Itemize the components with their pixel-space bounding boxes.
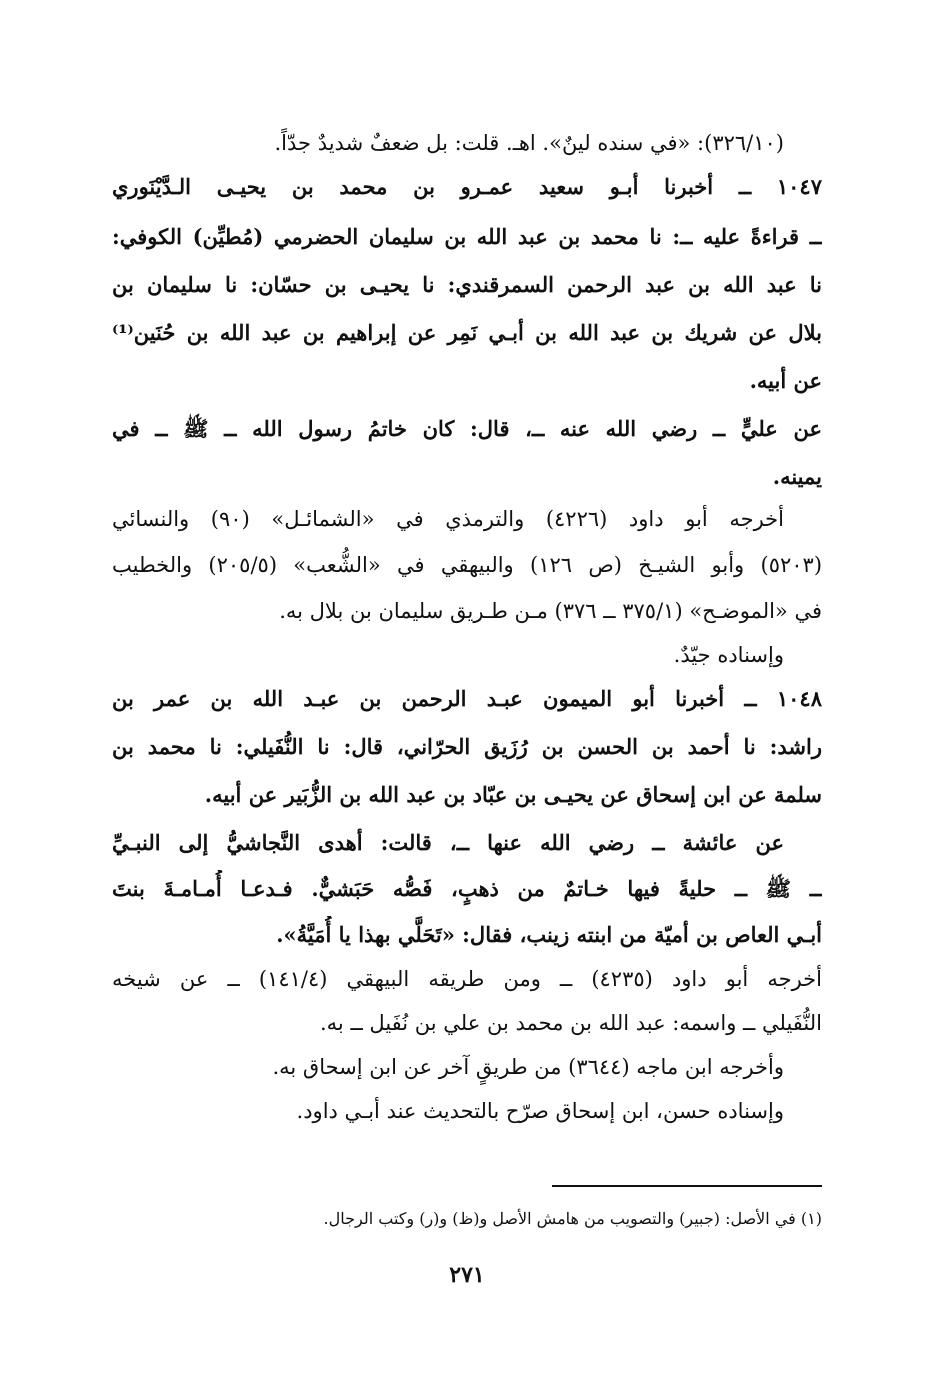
hadith-text: يمينه.	[772, 464, 822, 489]
grading-line: وإسناده جيّدٌ.	[673, 643, 784, 667]
hadith-1047-header: ١٠٤٧ ــ أخبرنا أبـو سعيد عمـرو بن محمد بن يحيـى الـدَّيْنَوري	[112, 174, 822, 199]
takhrij-line: أخرجه أبو داود (٤٢٢٦) والترمذي في «الشمائـل» (٩٠) والنسائي	[112, 507, 784, 531]
takhrij-line: في «الموضـح» (٣٧٥/١ ــ ٣٧٦) مـن طـريق سليمان بن بلال به.	[279, 599, 822, 623]
hadith-text: ــ ﷺ ــ حليةً فيها خـاتمٌ من ذهبٍ، فَصُّه حَبَشيٌّ. فـدعـا أُمـامـةَ بنتَ	[112, 876, 822, 901]
hadith-text: أبـي العاص بن أميّة من ابنته زينب، فقال: «تَحَلَّي بهذا يا أُمَيَّةُ».	[276, 922, 822, 947]
hadith-text: عن عليٍّ ــ رضي الله عنه ــ، قال: كان خاتمُ رسول الله ــ ﷺ ــ في	[112, 416, 822, 441]
text-line: سلمة عن ابن إسحاق عن يحيـى بن عبّاد بن عبد الله بن الزُّبَير عن أبيه.	[204, 782, 822, 807]
takhrij-line: وأخرجه ابن ماجه (٣٦٤٤) من طريقٍ آخر عن ابن إسحاق به.	[272, 1055, 784, 1079]
takhrij-line: النُّفَيلي ــ واسمه: عبد الله بن محمد بن علي بن نُفَيل ــ به.	[319, 1011, 822, 1035]
grading-line: وإسناده حسن، ابن إسحاق صرّح بالتحديث عند أبـي داود.	[296, 1099, 784, 1123]
page-number: ٢٧١	[449, 1262, 485, 1288]
text-line: نا عبد الله بن عبد الرحمن السمرقندي: نا يحيـى بن حسّان: نا سليمان بن	[112, 272, 822, 297]
takhrij-line: أخرجه أبو داود (٤٢٣٥) ــ ومن طريقه البيهقي (١٤١/٤) ــ عن شيخه	[112, 967, 822, 991]
footnote-separator	[552, 1185, 822, 1187]
text-line: راشد: نا أحمد بن الحسن بن رُزَيق الحرّاني، قال: نا النُّفَيلي: نا محمد بن	[112, 734, 822, 759]
text-line: ــ قراءةً عليه ــ: نا محمد بن عبد الله بن سليمان الحضرمي (مُطيِّن) الكوفي:	[112, 224, 822, 249]
hadith-1048-header: ١٠٤٨ ــ أخبرنا أبو الميمون عبـد الرحمن بن عبـد الله بن عمر بن	[112, 686, 822, 711]
hadith-text: عن عائشة ــ رضي الله عنها ــ، قالت: أهدى النَّجاشيُّ إلى النبـيِّ	[112, 830, 784, 855]
takhrij-line: (٥٢٠٣) وأبو الشيـخ (ص ١٢٦) والبيهقي في «الشُّعب» (٢٠٥/٥) والخطيب	[112, 553, 822, 577]
text-line: (٣٢٦/١٠): «في سنده لينٌ». اهـ. قلت: بل ضعفٌ شديدٌ جدّاً.	[274, 131, 784, 155]
footnote: (١) في الأصل: (جبير) والتصويب من هامش الأصل و(ظ) و(ر) وكتب الرجال.	[323, 1209, 822, 1228]
text-line: عن أبيه.	[749, 368, 822, 393]
text-line: بلال عن شريك بن عبد الله بن أبـي نَمِر عن إبراهيم بن عبد الله بن حُنَين⁽¹⁾	[112, 320, 822, 345]
